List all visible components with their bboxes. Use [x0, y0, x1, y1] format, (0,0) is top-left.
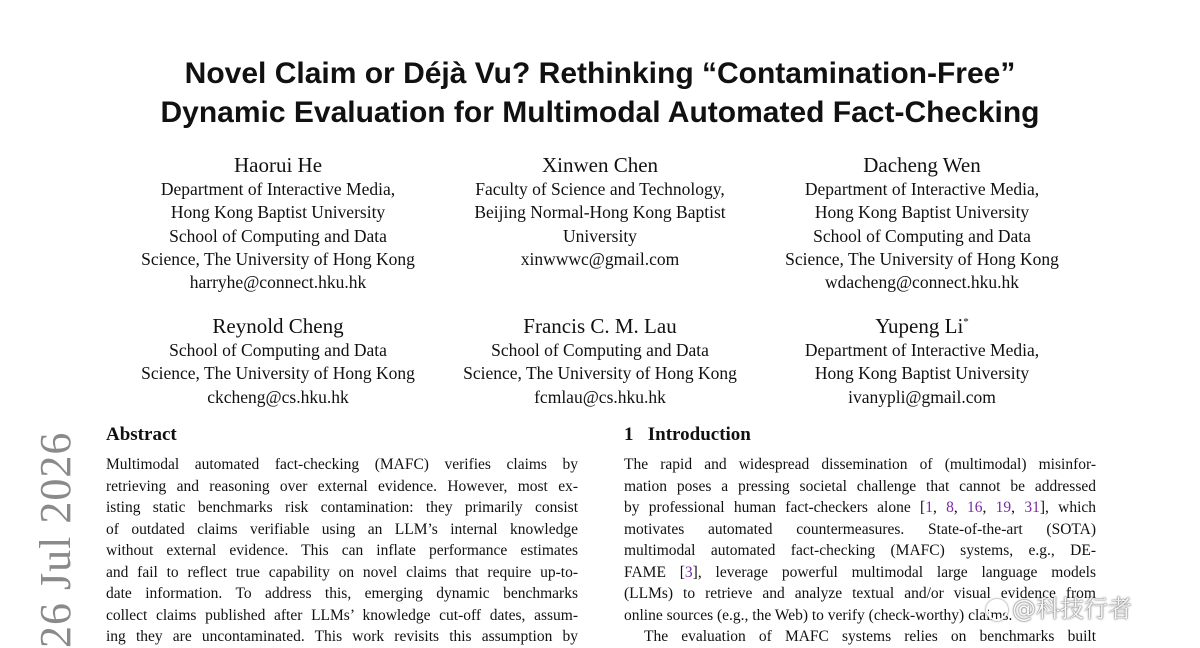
author-name: Dacheng Wen	[863, 153, 981, 177]
author-affiliation: Hong Kong Baptist University	[814, 363, 1030, 384]
author-name: Reynold Cheng	[212, 314, 344, 338]
author-affiliation: Department of Interactive Media,	[160, 179, 396, 199]
author-affiliation: Hong Kong Baptist University	[170, 202, 386, 223]
citation-link[interactable]: 31	[1024, 499, 1040, 516]
abstract-body	[106, 454, 578, 648]
intro-line: online sources (e.g., the Web) to verify (check-worthy) claims.	[624, 606, 1013, 624]
citation-link[interactable]: 19	[995, 499, 1012, 516]
intro-line	[624, 562, 1096, 584]
author-affiliation: School of Computing and Data	[491, 340, 709, 360]
corresponding-author-mark: *	[963, 316, 969, 328]
citation-link[interactable]: 1	[925, 499, 933, 516]
author-email: xinwwwc@gmail.com	[520, 248, 680, 269]
intro-line: mation poses a pressing societal challenge that cannot be addressed	[624, 477, 1096, 495]
author-affiliation: Science, The University of Hong Kong	[785, 248, 1059, 269]
author-affiliation: Science, The University of Hong Kong	[463, 363, 737, 384]
author-email: ivanypli@gmail.com	[848, 386, 996, 407]
arxiv-date-stamp: 26 Jul 2026	[31, 431, 80, 648]
author-email: harryhe@connect.hku.hk	[189, 272, 367, 293]
author-affiliation: School of Computing and Data	[169, 225, 387, 246]
abstract-line: isting static benchmarks risk contamination: they primarily consist	[106, 499, 578, 516]
intro-line: The evaluation of MAFC systems relies on benchmarks built	[644, 628, 1096, 645]
citation-link[interactable]: 8	[946, 499, 954, 516]
paper-title-line-2: Dynamic Evaluation for Multimodal Automated Fact-Checking	[160, 96, 1040, 129]
intro-text: by professional human fact-checkers alone [	[624, 499, 926, 516]
intro-line: by professional human fact-checkers alone [1, 8, 16, 19, 31], which	[624, 499, 1096, 516]
section-number: 1	[624, 424, 634, 445]
author-affiliation: Department of Interactive Media,	[804, 179, 1040, 199]
abstract-line: ing they are uncontaminated. This work revisits this assumption by	[106, 628, 578, 645]
author-affiliation: Science, The University of Hong Kong	[141, 363, 415, 384]
intro-text: ], which	[1039, 499, 1096, 516]
author-email: fcmlau@cs.hku.hk	[534, 386, 666, 407]
author-block-francis-lau	[440, 313, 760, 409]
author-block-xinwen-chen	[440, 152, 760, 271]
intro-line: The rapid and widespread dissemination of (multimodal) misinfor-	[624, 456, 1096, 473]
section-title: Introduction	[647, 424, 751, 445]
intro-line: motivates automated countermeasures. State-of-the-art (SOTA)	[624, 520, 1096, 538]
author-name	[762, 313, 1082, 339]
intro-text: FAME [	[624, 563, 685, 581]
watermark-logo-icon	[986, 599, 1008, 621]
intro-line: multimodal automated fact-checking (MAFC) systems, e.g., DE-	[624, 542, 1096, 559]
author-block-haorui-he	[118, 152, 438, 294]
abstract-line: collect claims published after LLMs’ knowledge cut-off dates, assum-	[106, 606, 578, 624]
abstract-line: retrieving and reasoning over external evidence. However, most ex-	[106, 477, 578, 495]
abstract-line: and fail to reflect true capability on novel claims that require up-to-	[106, 563, 578, 581]
author-block-yupeng-li	[762, 313, 1082, 409]
author-block-reynold-cheng	[118, 313, 438, 409]
watermark	[986, 589, 1132, 624]
paper-title-line-1: Novel Claim or Déjà Vu? Rethinking “Contamination-Free”	[184, 57, 1016, 90]
paper-title	[0, 54, 1200, 132]
author-affiliation: School of Computing and Data	[813, 225, 1031, 246]
author-affiliation: Science, The University of Hong Kong	[141, 248, 415, 269]
abstract-heading: Abstract	[106, 424, 177, 445]
author-affiliation: Department of Interactive Media,	[804, 340, 1040, 360]
author-name: Xinwen Chen	[541, 153, 659, 177]
author-email: wdacheng@connect.hku.hk	[825, 272, 1019, 293]
abstract-line: without external evidence. This can inflate performance estimates	[106, 542, 578, 559]
citation-link[interactable]: 3	[684, 563, 693, 581]
author-affiliation: School of Computing and Data	[169, 340, 387, 360]
author-name: Haorui He	[233, 153, 323, 177]
abstract-line: Multimodal automated fact-checking (MAFC) verifies claims by	[106, 456, 578, 473]
author-name-text: Yupeng Li	[875, 314, 964, 338]
author-name: Francis C. M. Lau	[523, 314, 677, 338]
intro-text: ], leverage powerful multimodal large language models	[692, 563, 1096, 581]
author-block-dacheng-wen	[762, 152, 1082, 294]
citation-link[interactable]: 16	[967, 499, 983, 516]
abstract-line: date information. To address this, emerging dynamic benchmarks	[106, 585, 578, 602]
introduction-heading	[624, 424, 751, 446]
abstract-line: of outdated claims verifiable using an LLM’s internal knowledge	[106, 520, 578, 538]
author-affiliation: University	[563, 225, 637, 246]
author-affiliation: Beijing Normal-Hong Kong Baptist	[474, 202, 726, 223]
author-affiliation: Faculty of Science and Technology,	[475, 179, 725, 199]
watermark-text: @科技行者	[1012, 595, 1132, 623]
intro-line: (LLMs) to retrieve and analyze textual and/or visual evidence from	[624, 585, 1096, 602]
author-affiliation: Hong Kong Baptist University	[814, 202, 1030, 223]
author-email: ckcheng@cs.hku.hk	[207, 386, 349, 407]
